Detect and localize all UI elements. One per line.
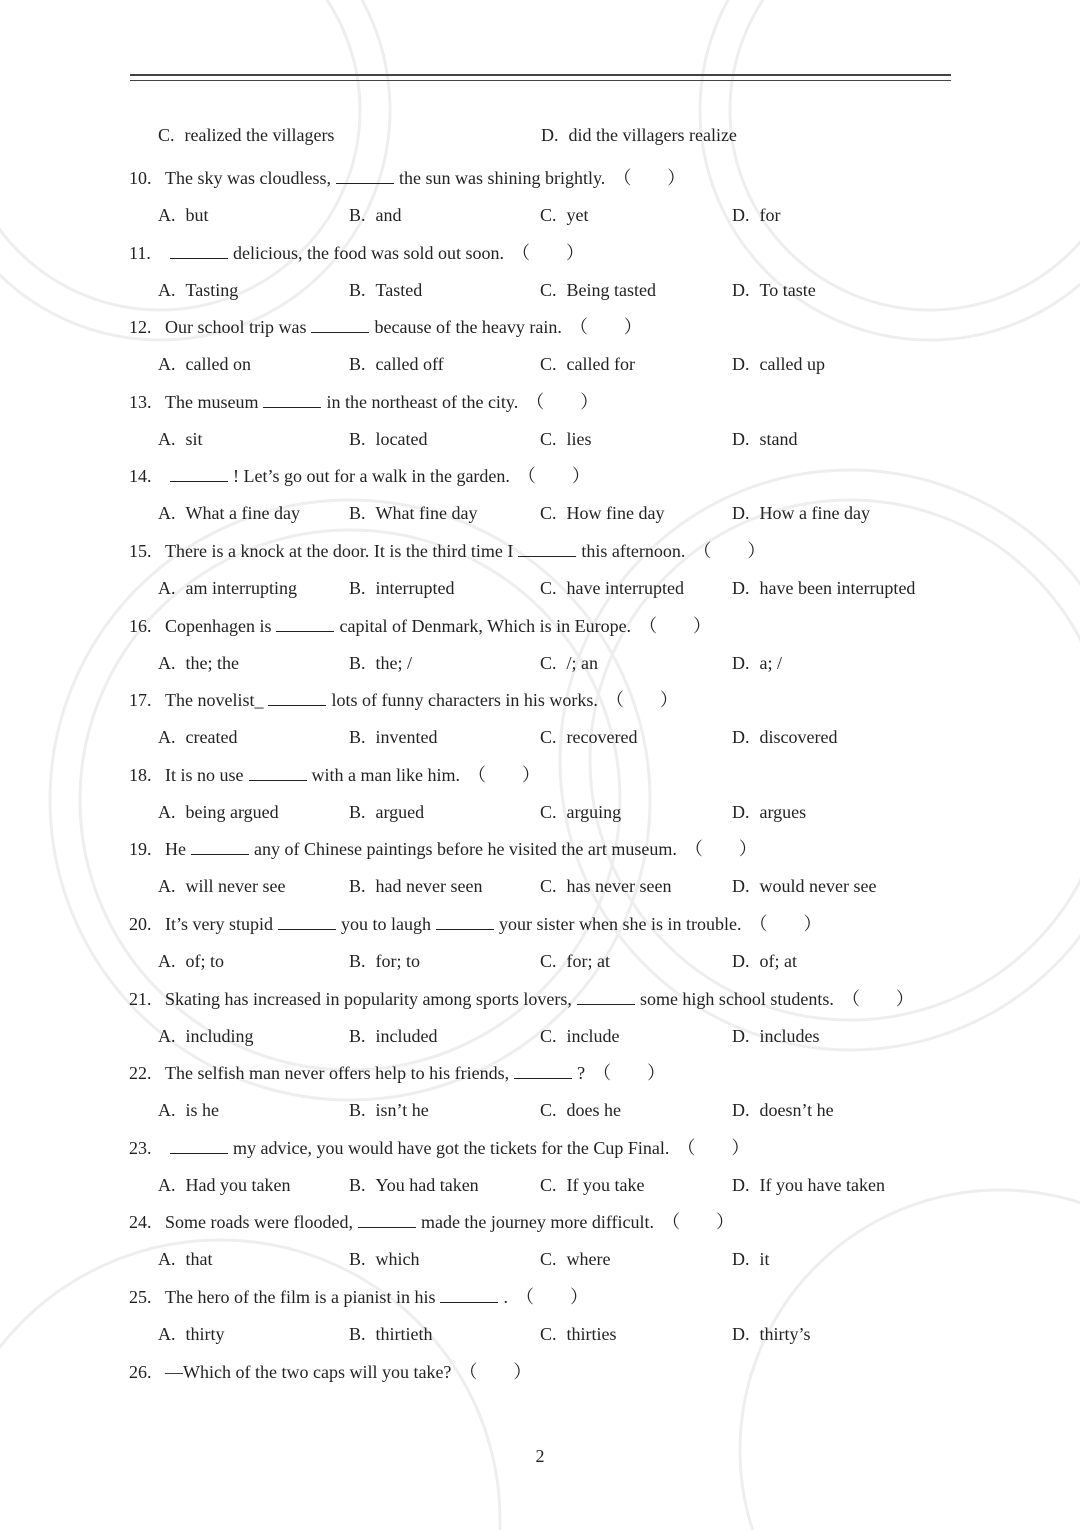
answer-parentheses: （ ）	[467, 764, 540, 785]
question-stem	[129, 838, 757, 860]
question-stem	[129, 913, 821, 935]
question-23	[0, 1131, 1080, 1206]
answer-blank	[191, 838, 249, 855]
option-d: D. stand	[732, 428, 798, 449]
stem-text-after: the sun was shining brightly.	[398, 168, 606, 188]
option-c: C. called for	[540, 354, 635, 375]
stem-text-after: delicious, the food was sold out soon.	[233, 242, 504, 263]
answer-parentheses: （ ）	[511, 242, 584, 263]
answer-blank	[577, 988, 635, 1005]
option-d: D. have been interrupted	[732, 577, 916, 598]
stem-text-after: any of Chinese paintings before he visited the art museum.	[254, 839, 677, 860]
stem-text-after: in the northeast of the city.	[326, 391, 519, 412]
option-a: A. What a fine day	[158, 503, 300, 524]
option-d: D. How a fine day	[732, 503, 870, 524]
question-number: 17.	[129, 690, 152, 711]
stem-text-after: lots of funny characters in his works.	[331, 690, 598, 711]
answer-parentheses: （ ）	[662, 1212, 735, 1233]
answer-parentheses: （ ）	[517, 466, 590, 487]
stem-text-after: ! Let’s go out for a walk in the garden.	[233, 466, 510, 487]
option-b: B. argued	[349, 801, 425, 822]
question-stem	[129, 1137, 749, 1159]
answer-blank	[436, 913, 494, 930]
stem-text-before: There is a knock at the door. It is the third time I	[165, 540, 514, 561]
question-number: 11.	[129, 242, 151, 263]
stem-text-after: this afternoon.	[581, 540, 686, 561]
stem-text-after: with a man like him.	[311, 764, 460, 785]
option-a: A. thirty	[158, 1323, 225, 1344]
stem-text-before: Skating has increased in popularity among sports lovers,	[165, 988, 572, 1009]
question-16	[0, 609, 1080, 684]
option-a: A. but	[158, 205, 209, 225]
option-d: D. a; /	[732, 652, 782, 673]
question-24	[0, 1205, 1080, 1280]
question-22	[0, 1056, 1080, 1131]
stem-text-before: It is no use	[165, 764, 244, 785]
question-stem	[129, 689, 678, 711]
answer-blank	[278, 913, 336, 930]
question-stem	[129, 615, 711, 637]
stem-text-before: The hero of the film is a pianist in his	[165, 1286, 436, 1307]
question-number: 25.	[129, 1286, 152, 1307]
question-number: 19.	[129, 839, 152, 860]
question-18	[0, 758, 1080, 833]
answer-parentheses: （ ）	[613, 168, 686, 188]
option-a: A. that	[158, 1249, 213, 1270]
question-12	[0, 310, 1080, 385]
question-stem	[129, 242, 584, 264]
question-number: 18.	[129, 764, 152, 785]
question-stem	[129, 316, 642, 338]
carryover-options	[0, 124, 1080, 161]
option-b: B. included	[349, 1025, 438, 1046]
option-a: A. will never see	[158, 876, 286, 897]
stem-text-before: It’s very stupid	[165, 913, 273, 934]
option-c: C. yet	[540, 205, 589, 225]
question-13	[0, 385, 1080, 460]
question-number: 13.	[129, 391, 152, 412]
question-14	[0, 459, 1080, 534]
option-c: C. recovered	[540, 727, 638, 748]
stem-text-before: The novelist_	[165, 690, 264, 711]
option-a: A. the; the	[158, 652, 239, 673]
stem-text-middle: you to laugh	[341, 913, 431, 934]
question-stem	[129, 1062, 665, 1084]
answer-parentheses: （ ）	[677, 1137, 750, 1158]
option-c: C. Being tasted	[540, 279, 656, 300]
option-b: B. What fine day	[349, 503, 478, 524]
question-stem	[129, 764, 540, 786]
option-d: D. doesn’t he	[732, 1100, 834, 1121]
question-stem	[129, 540, 765, 562]
answer-blank	[276, 615, 334, 632]
option-b: B. You had taken	[349, 1174, 479, 1195]
option-c: C. where	[540, 1249, 611, 1270]
answer-blank	[514, 1062, 572, 1079]
stem-text-after: capital of Denmark, Which is in Europe.	[339, 615, 632, 636]
question-17	[0, 683, 1080, 758]
question-stem	[129, 1286, 588, 1308]
option-d: D. includes	[732, 1025, 820, 1046]
question-19	[0, 832, 1080, 907]
question-number: 20.	[129, 913, 152, 934]
answer-parentheses: （ ）	[684, 839, 757, 860]
question-number: 12.	[129, 317, 152, 338]
stem-text-after: made the journey more difficult.	[420, 1212, 655, 1233]
option-a: A. including	[158, 1025, 254, 1046]
option-d: D. would never see	[732, 876, 877, 897]
answer-blank	[336, 167, 394, 184]
stem-text-after: .	[503, 1286, 508, 1307]
option-a: A. of; to	[158, 950, 224, 971]
option-a: A. am interrupting	[158, 577, 297, 598]
question-number: 23.	[129, 1137, 152, 1158]
answer-parentheses: （ ）	[515, 1286, 588, 1307]
question-stem	[129, 988, 914, 1010]
stem-text-after: some high school students.	[639, 988, 834, 1009]
answer-blank	[249, 764, 307, 781]
option-b: B. had never seen	[349, 876, 483, 897]
option-b: B. for; to	[349, 950, 421, 971]
question-number: 21.	[129, 988, 152, 1009]
option-d: D. it	[732, 1249, 770, 1270]
option-b: B. which	[349, 1249, 420, 1270]
question-10	[0, 161, 1080, 236]
answer-blank	[170, 242, 228, 259]
option-a: A. called on	[158, 354, 251, 375]
stem-text-before: The selfish man never offers help to his friends,	[165, 1063, 510, 1084]
page-number: 2	[535, 1446, 545, 1466]
option-b: B. invented	[349, 727, 438, 748]
question-list	[0, 124, 1080, 1395]
option-d: D. thirty’s	[732, 1323, 811, 1344]
option-b: B. isn’t he	[349, 1100, 429, 1121]
answer-parentheses: （ ）	[569, 317, 642, 338]
question-number: 10.	[129, 168, 152, 188]
question-number: 16.	[129, 615, 152, 636]
stem-text-after: because of the heavy rain.	[374, 317, 562, 338]
answer-parentheses: （ ）	[593, 1063, 666, 1084]
question-number: 22.	[129, 1063, 152, 1084]
stem-text-after: your sister when she is in trouble.	[499, 913, 742, 934]
option-a: A. is he	[158, 1100, 219, 1121]
stem-text-before: The sky was cloudless,	[165, 168, 331, 188]
answer-blank	[268, 689, 326, 706]
option-c: C. include	[540, 1025, 620, 1046]
question-20	[0, 907, 1080, 982]
option-a: A. Tasting	[158, 279, 239, 300]
option-d: D. discovered	[732, 727, 838, 748]
option-c: C. thirties	[540, 1323, 617, 1344]
stem-text-before: Copenhagen is	[165, 615, 272, 636]
option-d: D. argues	[732, 801, 807, 822]
answer-blank	[311, 316, 369, 333]
option-b: B. called off	[349, 354, 444, 375]
option-c: C. /; an	[540, 652, 599, 673]
option-b: B. the; /	[349, 652, 413, 673]
stem-text-before: He	[165, 839, 186, 860]
answer-blank	[440, 1286, 498, 1303]
option-d: D. If you have taken	[732, 1174, 885, 1195]
option-b: B. and	[349, 205, 402, 225]
stem-text-before: Our school trip was	[165, 317, 307, 338]
question-21	[0, 982, 1080, 1057]
question-number: 15.	[129, 540, 152, 561]
question-26	[0, 1355, 1080, 1395]
option-c: C. How fine day	[540, 503, 665, 524]
answer-parentheses: （ ）	[841, 988, 914, 1009]
answer-blank	[358, 1211, 416, 1228]
question-stem	[129, 391, 598, 413]
option-c: C. realized the villagers	[158, 125, 335, 145]
stem-text-before: The museum	[165, 391, 259, 412]
option-a: A. Had you taken	[158, 1174, 291, 1195]
option-d: D. of; at	[732, 950, 797, 971]
question-11	[0, 236, 1080, 311]
question-stem	[129, 167, 685, 189]
question-stem	[129, 1211, 734, 1233]
option-c: C. does he	[540, 1100, 621, 1121]
option-d: D. did the villagers realize	[541, 125, 737, 145]
option-a: A. being argued	[158, 801, 279, 822]
answer-parentheses: （ ）	[639, 615, 712, 636]
question-15	[0, 534, 1080, 609]
option-b: B. thirtieth	[349, 1323, 433, 1344]
answer-parentheses: （ ）	[605, 690, 678, 711]
question-stem: 26. —Which of the two caps will you take? （ ）	[129, 1361, 532, 1382]
option-c: C. has never seen	[540, 876, 672, 897]
question-25	[0, 1280, 1080, 1355]
header-rule-thin	[130, 80, 951, 81]
option-d: D. called up	[732, 354, 825, 375]
option-c: C. arguing	[540, 801, 622, 822]
stem-text-after: ?	[577, 1063, 586, 1084]
answer-parentheses: （ ）	[526, 391, 599, 412]
answer-blank	[263, 391, 321, 408]
option-c: C. If you take	[540, 1174, 645, 1195]
option-a: A. sit	[158, 428, 203, 449]
stem-text-before: Some roads were flooded,	[165, 1212, 353, 1233]
option-a: A. created	[158, 727, 238, 748]
answer-parentheses: （ ）	[749, 913, 822, 934]
question-stem	[129, 465, 590, 487]
option-b: B. located	[349, 428, 428, 449]
option-d: D. for	[732, 205, 781, 225]
option-d: D. To taste	[732, 279, 816, 300]
answer-blank	[170, 465, 228, 482]
question-number: 24.	[129, 1212, 152, 1233]
option-b: B. interrupted	[349, 577, 455, 598]
answer-blank	[170, 1137, 228, 1154]
header-rule-thick	[130, 74, 951, 76]
stem-text-after: my advice, you would have got the tickets for the Cup Final.	[233, 1137, 670, 1158]
option-b: B. Tasted	[349, 279, 423, 300]
question-number: 14.	[129, 466, 152, 487]
answer-parentheses: （ ）	[693, 540, 766, 561]
answer-blank	[518, 540, 576, 557]
option-c: C. for; at	[540, 950, 610, 971]
option-c: C. have interrupted	[540, 577, 684, 598]
option-c: C. lies	[540, 428, 592, 449]
